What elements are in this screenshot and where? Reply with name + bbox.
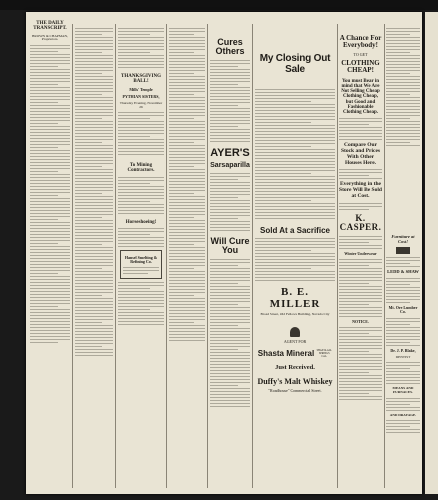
bottle-icon [290, 327, 300, 337]
dr-blake-heading: Dr. J. P. Blake, [390, 347, 416, 353]
next-page-edge [425, 12, 438, 494]
agent-for-label: AGENT FOR [283, 339, 307, 345]
smelting-ad [120, 250, 162, 279]
notice-label: NOTICE. [352, 318, 369, 324]
compare-stock-text: Compare Our Stock and Prices With Other Houses Here. [340, 142, 381, 166]
newspaper-page [26, 12, 422, 494]
shasta-mineral-heading: Shasta Mineral [257, 349, 315, 359]
column-3 [118, 26, 164, 488]
mining-contractors-heading: To Mining Contractors. [127, 163, 155, 174]
column-8 [386, 232, 420, 488]
sold-at-sacrifice-heading: Sold At a Sacrifice [260, 226, 330, 235]
duffys-heading: Duffy's Malt Whiskey [257, 376, 333, 386]
shasta-springs-label: SHASTA ALL SPRINGS CAL. [316, 349, 332, 358]
viewer-toolbar [0, 0, 438, 10]
column-8-top [386, 26, 420, 226]
miller-name: B. E. MILLER [269, 286, 321, 310]
everything-cost-text: Everything in the Store Will Be Sold at Cost. [339, 181, 382, 199]
just-received-heading: Just Received. [275, 363, 315, 371]
winter-underwear-label: Winter Underwear [344, 250, 377, 256]
ledd-shaw-heading: LEDD & SHAW [387, 269, 419, 275]
column-2 [75, 26, 113, 488]
miller-address: Broad Street, Old Fellows Building, Nevada City [260, 312, 330, 317]
shasta-row [255, 347, 335, 361]
thursday-heading: Thursday Evening, November 26 [119, 100, 163, 109]
column-rule [207, 24, 208, 488]
cures-others-ad: Cures Others [215, 37, 245, 57]
ayers-ad-title: AYER'S [210, 146, 250, 159]
column-rule [384, 24, 385, 488]
casper-name: K. CASPER. [339, 212, 382, 233]
column-7 [339, 32, 382, 488]
column-5 [210, 26, 250, 488]
ranges-heading: MEANS AND FURNACES. [392, 386, 414, 395]
column-rule [115, 24, 116, 488]
column-1 [30, 18, 70, 488]
bear-in-mind-text: You must Bear in mind that We Are Not Selling Cheap Clothing Cheap, but Good and Fashionable Clothing Cheap. [341, 78, 380, 116]
column-1-text [30, 45, 70, 343]
closing-out-sale-headline: My Closing Out Sale [259, 53, 331, 75]
column-rule [72, 24, 73, 488]
sarsaparilla-ad: Sarsaparilla [210, 162, 250, 170]
column-rule [337, 24, 338, 488]
furniture-at-cost: Furniture at Cost! [391, 234, 415, 244]
dentist-label: DENTIST [395, 354, 411, 359]
column-4 [169, 26, 205, 488]
masthead-subtitle: BROWN & CHAPMAN, Proprietors. [32, 33, 68, 42]
thanksgiving-heading: THANKSGIVING BALL! [120, 74, 161, 85]
roadhouse-label: "Roadhouse" Commercial Street. [268, 387, 322, 393]
column-rule [166, 24, 167, 488]
ore-lumber-heading: Mt. Ore Lumber Co. [388, 305, 418, 315]
smelting-heading: Hansel Smelting & Refining Co. [124, 254, 158, 265]
masthead-title: THE DAILY TRANSCRIPT. [33, 21, 67, 32]
drayage-heading: AND DRAYAGE. [389, 412, 417, 417]
horseshoeing-heading: Horseshoeing! [125, 219, 157, 225]
column-6 [255, 26, 335, 488]
chance-headline: A Chance For Everybody! [339, 34, 382, 50]
furniture-illustration [396, 247, 410, 254]
will-cure-you-ad: Will Cure You [210, 235, 250, 256]
pythian-heading: PYTHIAN SISTERS, [122, 93, 160, 99]
to-get-label: TO GET [353, 51, 368, 57]
clothing-cheap-headline: CLOTHING CHEAP! [341, 58, 380, 75]
column-rule [252, 24, 253, 488]
closing-out-sale-text [255, 89, 335, 219]
mills-temple-heading: Mills' Temple [129, 86, 153, 92]
